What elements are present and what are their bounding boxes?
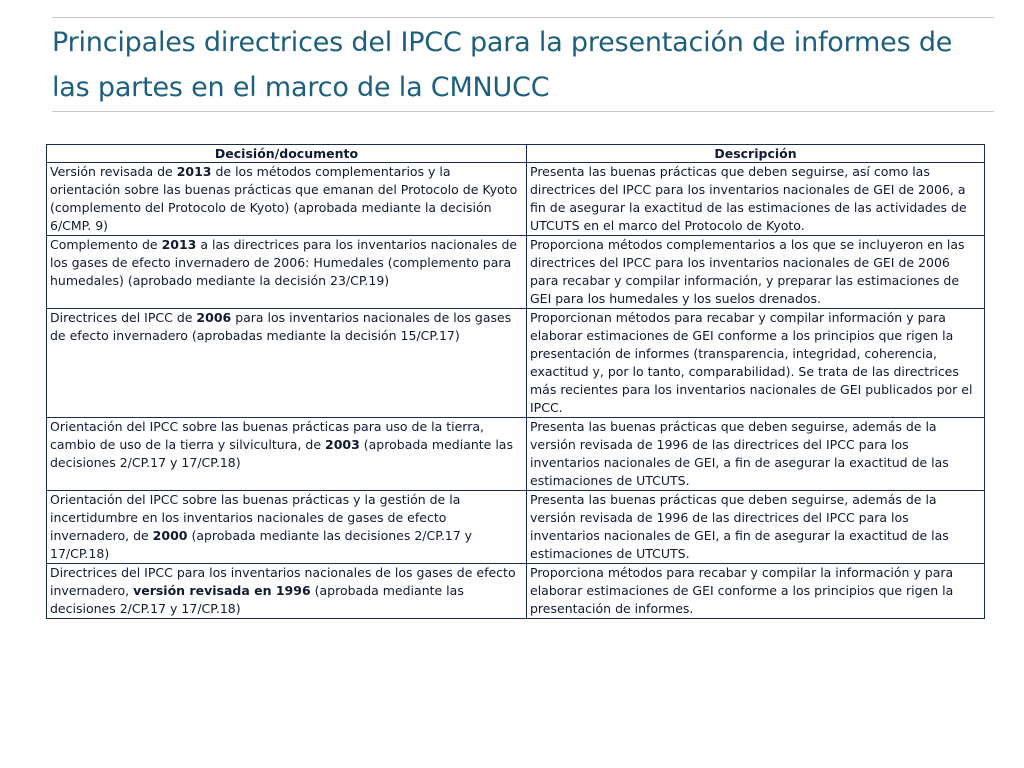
table-row [47, 491, 985, 564]
table-header-row [47, 145, 985, 163]
table-row [47, 236, 985, 309]
header-description: Descripción [527, 145, 985, 163]
decision-cell: Versión revisada de 2013 de los métodos complementarios y la orientación sobre las buenas prácticas que emanan del Protocolo de Kyoto (complemento del Protocolo de Kyoto) (aprobada mediante la decisión 6/CMP. 9) [47, 163, 527, 236]
table-row [47, 309, 985, 418]
decision-cell: Complemento de 2013 a las directrices para los inventarios nacionales de los gases de efecto invernadero de 2006: Humedales (complemento para humedales) (aprobado mediante la decisión 23/CP.19) [47, 236, 527, 309]
decision-cell: Directrices del IPCC para los inventarios nacionales de los gases de efecto invernadero, versión revisada en 1996 (aprobada mediante las decisiones 2/CP.17 y 17/CP.18) [47, 564, 527, 619]
description-cell: Proporciona métodos para recabar y compilar la información y para elaborar estimaciones de GEI conforme a los principios que rigen la presentación de informes. [527, 564, 985, 619]
table-row [47, 163, 985, 236]
decision-cell: Orientación del IPCC sobre las buenas prácticas para uso de la tierra, cambio de uso de la tierra y silvicultura, de 2003 (aprobada mediante las decisiones 2/CP.17 y 17/CP.18) [47, 418, 527, 491]
header-decision: Decisión/documento [47, 145, 527, 163]
guidelines-table [46, 144, 985, 619]
description-cell: Proporcionan métodos para recabar y compilar información y para elaborar estimaciones de GEI conforme a los principios que rigen la presentación de informes (transparencia, integridad, coherencia, exactitud y, por lo tanto, comparabilidad). Se trata de las directrices más recientes para los inventarios nacionales de GEI publicados por el IPCC. [527, 309, 985, 418]
title-rule-bottom [52, 111, 994, 112]
decision-cell: Directrices del IPCC de 2006 para los inventarios nacionales de los gases de efecto invernadero (aprobadas mediante la decisión 15/CP.17) [47, 309, 527, 418]
title-rule-top [52, 17, 994, 18]
description-cell: Presenta las buenas prácticas que deben seguirse, además de la versión revisada de 1996 de las directrices del IPCC para los inventarios nacionales de GEI, a fin de asegurar la exactitud de las estimaciones de UTCUTS. [527, 491, 985, 564]
description-cell: Presenta las buenas prácticas que deben seguirse, así como las directrices del IPCC para los inventarios nacionales de GEI de 2006, a fin de asegurar la exactitud de las estimaciones de las actividades de UTCUTS en el marco del Protocolo de Kyoto. [527, 163, 985, 236]
slide-title: Principales directrices del IPCC para la presentación de informes de las partes en el marco de la CMNUCC [52, 27, 953, 103]
description-cell: Presenta las buenas prácticas que deben seguirse, además de la versión revisada de 1996 de las directrices del IPCC para los inventarios nacionales de GEI, a fin de asegurar la exactitud de las estimaciones de UTCUTS. [527, 418, 985, 491]
decision-cell: Orientación del IPCC sobre las buenas prácticas y la gestión de la incertidumbre en los inventarios nacionales de gases de efecto invernadero, de 2000 (aprobada mediante las decisiones 2/CP.17 y 17/CP.18) [47, 491, 527, 564]
description-cell: Proporciona métodos complementarios a los que se incluyeron en las directrices del IPCC para los inventarios nacionales de GEI de 2006 para recabar y compilar información, y preparar las estimaciones de GEI para los humedales y los suelos drenados. [527, 236, 985, 309]
table-row [47, 564, 985, 619]
table-row [47, 418, 985, 491]
